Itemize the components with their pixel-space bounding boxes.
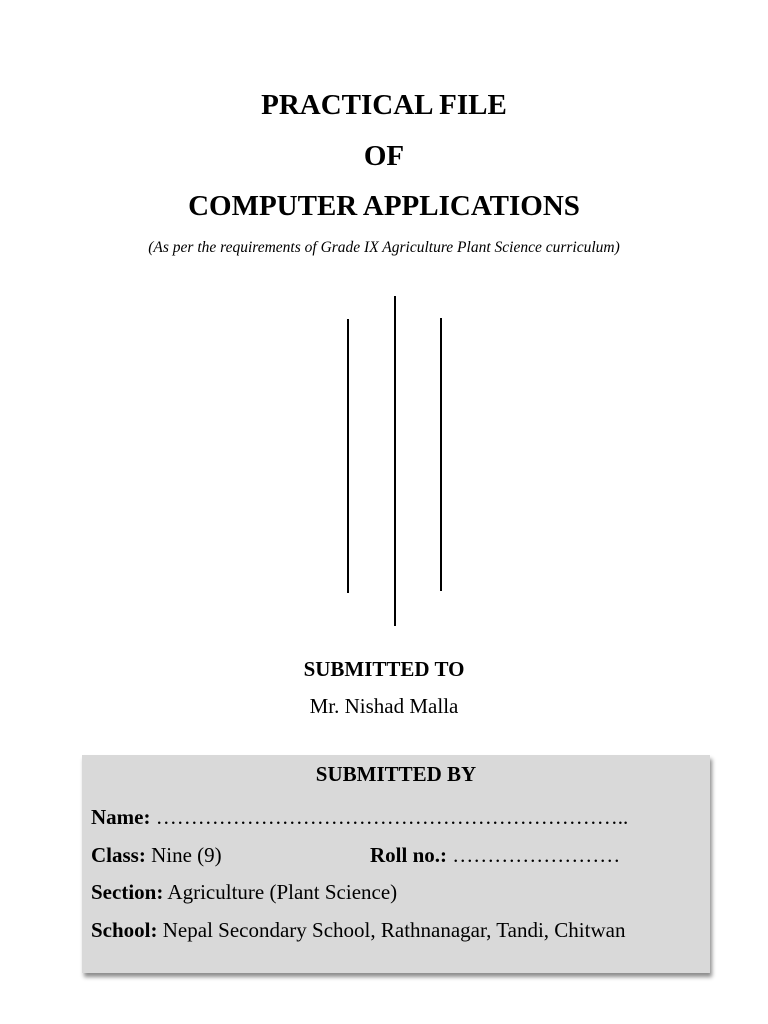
roll-field — [370, 842, 620, 868]
submitted-by-heading: SUBMITTED BY — [315, 762, 477, 786]
name-label: Name: — [91, 805, 151, 829]
decorative-rule-middle — [394, 296, 396, 626]
roll-value: …………………… — [452, 843, 621, 867]
title-line-2: OF — [363, 140, 405, 172]
class-label: Class: — [91, 843, 146, 867]
decorative-rule-left — [347, 319, 349, 593]
title-line-1: PRACTICAL FILE — [261, 89, 507, 121]
section-label: Section: — [91, 880, 164, 904]
class-field — [91, 842, 222, 868]
submitted-to-heading: SUBMITTED TO — [303, 657, 465, 681]
school-field — [91, 917, 625, 943]
decorative-rule-right — [440, 318, 442, 591]
school-label: School: — [91, 918, 158, 942]
section-value: Agriculture (Plant Science) — [167, 880, 398, 904]
name-field — [91, 804, 628, 830]
submitted-to-name: Mr. Nishad Malla — [309, 694, 459, 718]
submitted-by-box — [82, 755, 710, 973]
name-value: ………………………………………………………….. — [155, 805, 629, 829]
subtitle: (As per the requirements of Grade IX Agriculture Plant Science curriculum) — [148, 239, 620, 256]
title-line-3: COMPUTER APPLICATIONS — [188, 190, 580, 222]
section-field — [91, 879, 397, 905]
class-value: Nine (9) — [151, 843, 222, 867]
school-value: Nepal Secondary School, Rathnanagar, Tandi, Chitwan — [162, 918, 626, 942]
roll-label: Roll no.: — [370, 843, 448, 867]
